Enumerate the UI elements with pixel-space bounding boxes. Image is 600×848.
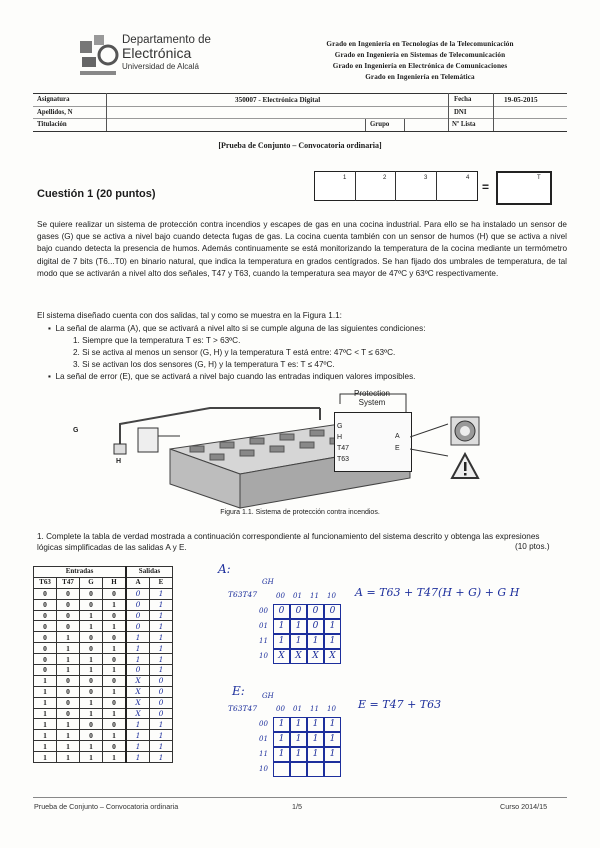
table-row — [34, 675, 173, 686]
table-cell: 1 — [126, 741, 150, 752]
table-cell: 0 — [80, 730, 103, 741]
grupo-label: Grupo — [370, 121, 390, 128]
table-cell: 1 — [126, 752, 150, 763]
total-box — [496, 171, 552, 205]
table-cell: 0 — [103, 632, 127, 643]
table-cell: 0 — [34, 599, 57, 610]
table-cell: 1 — [103, 730, 127, 741]
asignatura-value: 350007 - Electrónica Digital — [235, 96, 321, 104]
fire-alarm-icon — [450, 416, 480, 446]
kmap-e-label: E: — [232, 684, 245, 698]
kmap-a-corner-left: T63T47 — [228, 590, 258, 599]
col-header-t63: T63 — [34, 577, 57, 588]
kmap-cell: 1 — [290, 717, 307, 732]
kmap-row-label: 00 — [259, 720, 268, 728]
table-cell: 1 — [80, 654, 103, 665]
condition-2: 2. Si se activa al menos un sensor (G, H) y la temperatura T está entre: 47ºC < T ≤ 63ºC. — [73, 348, 396, 357]
question-title: Cuestión 1 (20 puntos) — [37, 188, 156, 200]
info-divider — [493, 93, 494, 131]
figure-caption: Figura 1.1. Sistema de protección contra incendios. — [220, 509, 380, 516]
table-cell: 0 — [150, 697, 173, 708]
protection-title-line-1: Protection — [353, 389, 391, 398]
table-cell: 0 — [57, 621, 80, 632]
kmap-row-label: 01 — [259, 735, 268, 743]
table-cell: 1 — [80, 752, 103, 763]
bullet-alarm-text: La señal de alarma (A), que se activará a nivel alto si se cumple alguna de las siguientes condiciones: — [55, 324, 426, 333]
outputs-paragraph: El sistema diseñado cuenta con dos salidas, tal y como se muestra en la Figura 1.1: — [37, 311, 342, 320]
table-cell: 0 — [80, 599, 103, 610]
bullet-icon: ▪ — [48, 324, 56, 333]
table-cell: 1 — [34, 730, 57, 741]
titulacion-label: Titulación — [37, 121, 67, 128]
kmap-cell: 0 — [307, 604, 324, 619]
table-cell: 0 — [57, 588, 80, 599]
score-box-3-label: 3 — [424, 175, 428, 181]
table-cell: 1 — [57, 752, 80, 763]
kmap-cell: 1 — [307, 717, 324, 732]
table-cell: 1 — [103, 643, 127, 654]
score-divider — [395, 171, 396, 201]
col-header-e: E — [150, 577, 173, 588]
kmap-cell: 1 — [273, 619, 290, 634]
table-cell: 1 — [150, 730, 173, 741]
table-cell: 1 — [103, 599, 127, 610]
expression-a: A = T63 + T47(H + G) + G H — [355, 586, 520, 599]
table-cell: 1 — [126, 632, 150, 643]
table-cell: 1 — [80, 697, 103, 708]
exam-title: [Prueba de Conjunto – Convocatoria ordinaria] — [218, 141, 382, 150]
info-border-2 — [33, 118, 567, 119]
table-cell: 1 — [57, 719, 80, 730]
table-cell: 0 — [126, 588, 150, 599]
table-cell: X — [126, 708, 150, 719]
table-cell: X — [126, 697, 150, 708]
table-cell: 0 — [103, 741, 127, 752]
table-row — [34, 697, 173, 708]
apellidos-label: Apellidos, N — [37, 109, 73, 116]
kmap-cell: X — [307, 649, 324, 664]
table-row — [34, 654, 173, 665]
condition-3: 3. Si se activan los dos sensores (G, H) y la temperatura T es: T ≤ 47ºC. — [73, 360, 335, 369]
table-cell: 1 — [150, 654, 173, 665]
kmap-cell: 1 — [273, 732, 290, 747]
bullet-error — [48, 371, 568, 383]
kmap-col-label: 01 — [293, 592, 302, 600]
table-cell: 1 — [150, 632, 173, 643]
asignatura-label: Asignatura — [37, 96, 70, 103]
kmap-cell: 0 — [307, 619, 324, 634]
table-cell: 1 — [34, 675, 57, 686]
score-divider — [436, 171, 437, 201]
intro-paragraph: Se quiere realizar un sistema de protección contra incendios y escapes de gas en una cocina industrial. Para ello se ha instalado un sensor de gases (G) que se activa a nivel bajo cuando detecta fugas de gas. La cocina cuenta también con un sensor de humos (H) que se activa a nivel bajo cuando detecta la presencia de humos. Además continuamente se está monitorizando la temperatura de la cocina mediante un termómetro digital de 7 bits (T6...T0) en binario natural, que indica la temperatura en grados centígrados. Se han fijado dos umbrales de temperatura, de tal modo que se activarán a nivel alto dos señales, T47 y T63, cuando la temperatura sea mayor de 47ºC y 63ºC respectivamente. — [37, 220, 567, 278]
table-row — [34, 741, 173, 752]
table-cell: 1 — [57, 730, 80, 741]
score-box-4-label: 4 — [466, 175, 470, 181]
col-header-a: A — [126, 577, 150, 588]
score-box-2-label: 2 — [383, 175, 387, 181]
table-cell: 0 — [80, 643, 103, 654]
kmap-cell: 0 — [324, 604, 341, 619]
footer-right: Curso 2014/15 — [500, 802, 548, 811]
bullet-alarm — [48, 323, 568, 335]
table-cell: 0 — [103, 697, 127, 708]
table-cell: 1 — [150, 643, 173, 654]
table-cell: 0 — [126, 621, 150, 632]
footer-rule — [33, 797, 567, 798]
fecha-value: 19-05-2015 — [504, 96, 538, 104]
kmap-cell: 1 — [273, 634, 290, 649]
inputs-group-header: Entradas — [34, 567, 127, 578]
task-points: (10 ptos.) — [515, 542, 550, 551]
table-cell: 1 — [57, 665, 80, 676]
table-row — [34, 599, 173, 610]
info-border-1 — [33, 106, 567, 107]
kmap-e-corner-left: T63T47 — [228, 704, 258, 713]
kmap-row-label: 10 — [259, 652, 268, 660]
table-cell: 0 — [150, 708, 173, 719]
table-cell: 0 — [150, 675, 173, 686]
footer-left: Prueba de Conjunto – Convocatoria ordinaria — [34, 802, 179, 811]
kmap-row-label: 10 — [259, 765, 268, 773]
kmap-cell: 0 — [290, 604, 307, 619]
info-divider — [448, 93, 449, 131]
kmap-cell — [307, 762, 324, 777]
kmap-cell — [290, 762, 307, 777]
table-row — [34, 632, 173, 643]
output-wires — [410, 420, 450, 460]
table-row — [34, 588, 173, 599]
kmap-cell: 1 — [273, 747, 290, 762]
table-cell: 1 — [80, 708, 103, 719]
score-equals: = — [482, 180, 490, 194]
col-header-t47: T47 — [57, 577, 80, 588]
table-cell: 0 — [57, 708, 80, 719]
table-cell: 0 — [80, 588, 103, 599]
table-cell: 1 — [150, 588, 173, 599]
expression-e: E = T47 + T63 — [358, 698, 442, 711]
kmap-cell: 0 — [273, 604, 290, 619]
table-cell: 0 — [150, 686, 173, 697]
table-cell: 0 — [80, 719, 103, 730]
table-cell: 1 — [126, 654, 150, 665]
table-cell: 0 — [34, 665, 57, 676]
table-row — [34, 686, 173, 697]
kmap-col-label: 00 — [276, 592, 285, 600]
table-cell: 1 — [34, 741, 57, 752]
department-name — [122, 34, 211, 73]
table-cell: 1 — [34, 697, 57, 708]
sys-output-a: A — [395, 433, 400, 440]
kmap-cell: 1 — [324, 634, 341, 649]
dept-line-1: Departamento de — [122, 34, 211, 46]
table-cell: 1 — [150, 741, 173, 752]
table-cell: 0 — [34, 632, 57, 643]
kmap-cell: 1 — [290, 732, 307, 747]
kmap-cell: 1 — [324, 717, 341, 732]
table-cell: 1 — [126, 730, 150, 741]
table-cell: 0 — [57, 610, 80, 621]
degree-list — [250, 39, 590, 83]
info-divider — [404, 119, 405, 131]
figure-sensor-h: H — [116, 458, 122, 465]
kmap-a-corner-top: GH — [262, 578, 274, 586]
table-cell: X — [126, 675, 150, 686]
dni-label: DNI — [454, 109, 467, 116]
warning-icon — [450, 452, 480, 480]
table-cell: 1 — [103, 665, 127, 676]
score-box-1-label: 1 — [343, 175, 347, 181]
table-cell: 0 — [34, 654, 57, 665]
kmap-cell — [324, 762, 341, 777]
sys-input-t63: T63 — [337, 456, 350, 463]
dept-line-2: Electrónica — [122, 45, 192, 61]
total-label: T — [537, 175, 541, 181]
kmap-row-label: 11 — [259, 750, 268, 758]
kmap-cell: 1 — [290, 747, 307, 762]
table-cell: 1 — [150, 621, 173, 632]
table-cell: 0 — [80, 686, 103, 697]
table-cell: 1 — [80, 741, 103, 752]
condition-1: 1. Siempre que la temperatura T es: T > 63ºC. — [73, 336, 241, 345]
table-cell: 1 — [150, 752, 173, 763]
kmap-row-label: 01 — [259, 622, 268, 630]
table-cell: 0 — [57, 697, 80, 708]
table-cell: 0 — [80, 675, 103, 686]
sys-output-e: E — [395, 445, 400, 452]
kmap-cell — [273, 762, 290, 777]
protection-system-block — [334, 412, 412, 472]
table-cell: 1 — [150, 610, 173, 621]
kmap-cell: 1 — [290, 619, 307, 634]
kmap-cell: 1 — [324, 747, 341, 762]
protection-title-line-2: System — [358, 398, 386, 407]
truth-table-body — [34, 588, 173, 762]
protection-system-title — [346, 389, 398, 407]
kmap-cell: X — [290, 649, 307, 664]
table-cell: 1 — [34, 708, 57, 719]
kmap-a-label: A: — [218, 562, 231, 576]
kmap-cell: X — [273, 649, 290, 664]
table-cell: 1 — [103, 708, 127, 719]
info-divider — [106, 93, 107, 131]
score-boxes — [314, 171, 478, 201]
table-cell: 1 — [150, 719, 173, 730]
table-cell: 0 — [57, 675, 80, 686]
table-row — [34, 752, 173, 763]
kmap-cell: 1 — [307, 634, 324, 649]
nlista-label: Nº Lista — [452, 121, 476, 128]
degree-1: Grado en Ingeniería en Tecnologías de la Telecomunicación — [326, 40, 514, 48]
score-divider — [355, 171, 356, 201]
table-cell: 0 — [57, 686, 80, 697]
col-header-h: H — [103, 577, 127, 588]
kmap-col-label: 10 — [327, 592, 336, 600]
table-cell: 0 — [103, 719, 127, 730]
table-cell: 1 — [57, 654, 80, 665]
table-row — [34, 719, 173, 730]
kmap-col-label: 11 — [310, 705, 319, 713]
dept-line-3: Universidad de Alcalá — [122, 62, 199, 71]
university-logo — [78, 33, 120, 77]
table-row — [34, 610, 173, 621]
table-cell: 0 — [103, 588, 127, 599]
kmap-cell: 1 — [307, 747, 324, 762]
table-row — [34, 730, 173, 741]
table-cell: 0 — [34, 610, 57, 621]
table-cell: 1 — [126, 643, 150, 654]
table-cell: 1 — [57, 741, 80, 752]
footer-page: 1/5 — [292, 802, 302, 811]
info-divider — [365, 119, 366, 131]
table-cell: 1 — [34, 686, 57, 697]
table-cell: 1 — [80, 610, 103, 621]
kmap-cell: 1 — [307, 732, 324, 747]
kmap-row-label: 11 — [259, 637, 268, 645]
table-cell: 0 — [103, 654, 127, 665]
table-cell: 1 — [150, 665, 173, 676]
table-cell: 0 — [57, 599, 80, 610]
table-cell: 0 — [126, 665, 150, 676]
table-cell: 0 — [34, 621, 57, 632]
table-row — [34, 643, 173, 654]
bullet-icon: ▪ — [48, 372, 56, 381]
table-row — [34, 708, 173, 719]
table-cell: 1 — [34, 719, 57, 730]
outputs-group-header: Salidas — [126, 567, 173, 578]
sys-input-h: H — [337, 434, 343, 441]
table-cell: 1 — [80, 665, 103, 676]
col-header-g: G — [80, 577, 103, 588]
table-cell: 1 — [103, 686, 127, 697]
table-cell: 0 — [126, 610, 150, 621]
table-cell: 1 — [150, 599, 173, 610]
table-cell: 1 — [126, 719, 150, 730]
kmap-row-label: 00 — [259, 607, 268, 615]
kmap-col-label: 01 — [293, 705, 302, 713]
table-cell: 0 — [103, 610, 127, 621]
kmap-cell: 1 — [324, 619, 341, 634]
task-statement: 1. Complete la tabla de verdad mostrada a continuación correspondiente al funcionamiento del sistema descrito y obtenga las expresiones lógicas simplificadas de las salidas A y E. — [37, 532, 540, 552]
table-cell: X — [126, 686, 150, 697]
sys-input-t47: T47 — [337, 445, 350, 452]
kmap-cell: 1 — [273, 717, 290, 732]
table-cell: 1 — [34, 752, 57, 763]
kmap-col-label: 11 — [310, 592, 319, 600]
table-cell: 0 — [103, 675, 127, 686]
bullet-error-text: La señal de error (E), que se activará a nivel bajo cuando las entradas indiquen valores imposibles. — [55, 372, 416, 381]
kmap-col-label: 00 — [276, 705, 285, 713]
table-cell: 1 — [57, 632, 80, 643]
kmap-cell: X — [324, 649, 341, 664]
table-cell: 0 — [80, 632, 103, 643]
table-row — [34, 621, 173, 632]
table-cell: 0 — [34, 643, 57, 654]
table-cell: 0 — [34, 588, 57, 599]
sys-input-g: G — [337, 423, 343, 430]
kmap-e-corner-top: GH — [262, 692, 274, 700]
degree-2: Grado en Ingeniería en Sistemas de Telecomunicación — [334, 51, 506, 59]
table-row — [34, 665, 173, 676]
info-border-bottom — [33, 131, 567, 132]
table-cell: 1 — [57, 643, 80, 654]
degree-4: Grado en Ingeniería en Telemática — [365, 73, 475, 81]
degree-3: Grado en Ingeniería en Electrónica de Comunicaciones — [332, 62, 508, 70]
kmap-col-label: 10 — [327, 705, 336, 713]
info-border-top — [33, 93, 567, 94]
table-cell: 1 — [103, 621, 127, 632]
fecha-label: Fecha — [454, 96, 472, 103]
figure-sensor-g: G — [73, 427, 79, 434]
kmap-cell: 1 — [290, 634, 307, 649]
kmap-cell: 1 — [324, 732, 341, 747]
table-cell: 1 — [80, 621, 103, 632]
table-cell: 1 — [103, 752, 127, 763]
truth-table — [33, 566, 173, 763]
table-cell: 0 — [126, 599, 150, 610]
